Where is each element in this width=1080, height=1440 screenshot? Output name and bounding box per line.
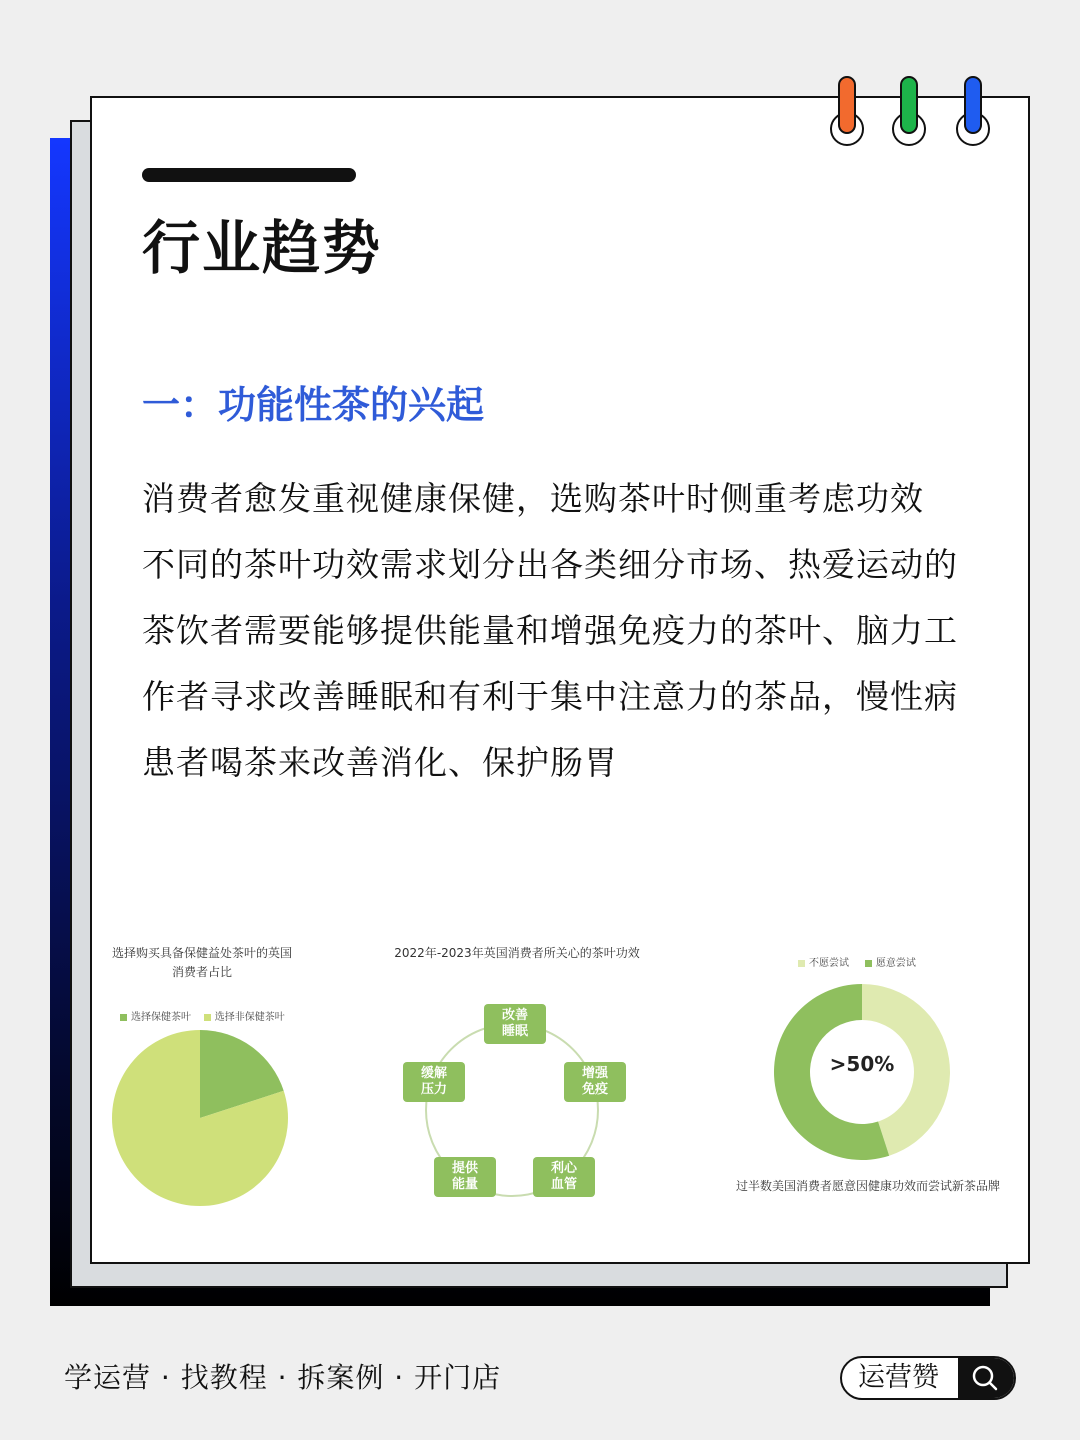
legend-swatch (120, 1014, 127, 1021)
footer-tagline: 学运营 · 找教程 · 拆案例 · 开门店 (64, 1361, 502, 1394)
legend-swatch (798, 960, 805, 967)
legend-label-2: 愿意尝试 (875, 958, 916, 969)
legend-label-1: 选择保健茶叶 (131, 1012, 191, 1023)
chart1-pie (110, 1028, 290, 1208)
node-boost-immunity: 增强免疫 (564, 1062, 626, 1102)
chart2-title: 2022年-2023年英国消费者所关心的茶叶功效 (394, 946, 640, 960)
binder-ring-green (892, 76, 926, 146)
node-improve-sleep: 改善睡眠 (484, 1004, 546, 1044)
body-paragraph-2: 不同的茶叶功效需求划分出各类细分市场、热爱运动的茶饮者需要能够提供能量和增强免疫力的茶叶、脑力工作者寻求改善睡眠和有利于集中注意力的茶品，慢性病患者喝茶来改善消化、保护肠胃 (142, 545, 958, 782)
legend-swatch (204, 1014, 211, 1021)
content-card (90, 96, 1030, 1264)
body-text (142, 466, 972, 796)
page-title: 行业趋势 (142, 214, 383, 282)
title-decoration-bar (142, 168, 356, 182)
chart3-title: 过半数美国消费者愿意因健康功效而尝试新茶品牌 (735, 1179, 1000, 1193)
chart3-legend (798, 954, 916, 969)
brand-search-pill[interactable] (840, 1356, 1016, 1400)
chart3-center-label: >50% (829, 1052, 895, 1076)
node-cardiovascular: 利心血管 (533, 1157, 595, 1197)
chart1-legend (120, 1008, 285, 1023)
search-icon[interactable] (958, 1358, 1014, 1398)
chart1-title: 选择购买具备保健益处茶叶的英国消费者占比 (111, 946, 292, 979)
brand-name: 运营赞 (858, 1362, 939, 1393)
node-provide-energy: 提供能量 (434, 1157, 496, 1197)
legend-swatch (865, 960, 872, 967)
section-heading: 一：功能性茶的兴起 (142, 383, 485, 427)
legend-label-2: 选择非保健茶叶 (214, 1012, 285, 1023)
binder-ring-blue (956, 76, 990, 146)
node-relieve-stress: 缓解压力 (403, 1062, 465, 1102)
binder-rings (830, 76, 1000, 146)
legend-label-1: 不愿尝试 (809, 958, 849, 969)
body-paragraph-1: 消费者愈发重视健康保健，选购茶叶时侧重考虑功效 (142, 479, 924, 518)
binder-ring-orange (830, 76, 864, 146)
